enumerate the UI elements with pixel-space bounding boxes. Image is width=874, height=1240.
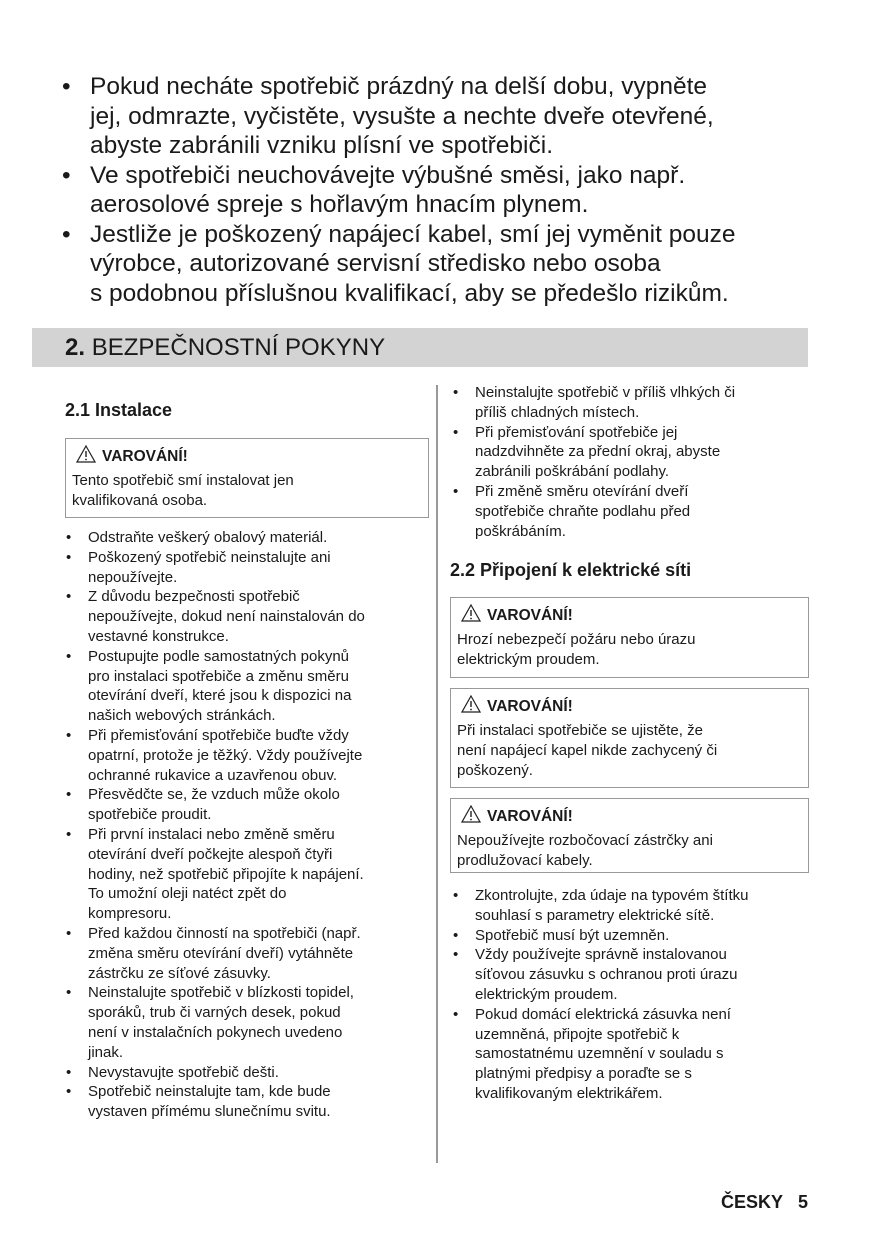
list-item-line: Neinstalujte spotřebič v příliš vlhkých či bbox=[475, 384, 736, 401]
list-item-line: jej, odmrazte, vyčistěte, vysušte a nechte dveře otevřené, bbox=[90, 102, 714, 130]
bullet-icon: • bbox=[62, 161, 71, 189]
list-item-line: změna směru otevírání dveří) vytáhněte bbox=[88, 944, 354, 962]
list-item bbox=[65, 647, 435, 726]
list-item-line: našich webových stránkách. bbox=[88, 707, 276, 725]
list-item bbox=[65, 548, 435, 588]
list-item-line: souhlasí s parametry elektrické sítě. bbox=[475, 906, 715, 924]
list-item bbox=[62, 220, 736, 309]
subsection-title-electrical: 2.2 Připojení k elektrické síti bbox=[450, 560, 692, 580]
list-item-line: jinak. bbox=[88, 1043, 124, 1061]
list-item-line: kvalifikovaným elektrikářem. bbox=[475, 1084, 663, 1102]
warning-label: VAROVÁNÍ! bbox=[102, 448, 188, 466]
list-item bbox=[65, 983, 435, 1062]
list-item bbox=[62, 72, 736, 161]
list-item bbox=[452, 945, 812, 1004]
warning-box bbox=[65, 438, 429, 518]
list-item-line: poškrábáním. bbox=[475, 522, 566, 540]
list-item-line: síťovou zásuvku s ochranou proti úrazu bbox=[475, 966, 738, 984]
list-item bbox=[65, 924, 435, 983]
list-item-line: sporáků, trub či varných desek, pokud bbox=[88, 1004, 341, 1022]
intro-bullet-list bbox=[62, 72, 736, 308]
warning-label: VAROVÁNÍ! bbox=[487, 808, 573, 826]
list-item-line: Při první instalaci nebo změně směru bbox=[88, 825, 335, 843]
list-item-line: výrobce, autorizované servisní středisko nebo osoba bbox=[90, 250, 661, 277]
list-item bbox=[62, 161, 736, 220]
section-number: 2. bbox=[65, 334, 86, 361]
column-divider bbox=[436, 385, 438, 1163]
bullet-icon: • bbox=[66, 984, 72, 1002]
list-item-line: zabránili poškrábání podlahy. bbox=[475, 463, 670, 481]
bullet-icon: • bbox=[66, 529, 72, 546]
bullet-icon: • bbox=[453, 946, 459, 964]
list-item-line: Přesvědčte se, že vzduch může okolo bbox=[88, 786, 340, 804]
list-item-line: Při změně směru otevírání dveří bbox=[475, 482, 689, 500]
list-item-line: kompresoru. bbox=[88, 905, 172, 923]
list-item bbox=[452, 423, 812, 482]
list-item-line: není v instalačních pokynech uvedeno bbox=[88, 1023, 343, 1041]
list-item-line: Před každou činností na spotřebiči (např. bbox=[88, 924, 361, 942]
bullet-icon: • bbox=[66, 548, 72, 566]
list-item-line: aerosolové spreje s hořlavým hnacím plynem. bbox=[90, 191, 589, 218]
warning-text-line: Nepoužívejte rozbočovací zástrčky ani bbox=[457, 832, 713, 849]
bullet-icon: • bbox=[453, 384, 459, 401]
list-item bbox=[452, 482, 812, 541]
section-title-text: BEZPEČNOSTNÍ POKYNY bbox=[91, 334, 386, 361]
list-item-line: Postupujte podle samostatných pokynů bbox=[88, 647, 349, 665]
list-item-line: Odstraňte veškerý obalový materiál. bbox=[88, 529, 328, 546]
bullet-icon: • bbox=[66, 647, 72, 665]
list-item-line: otevírání dveří počkejte alespoň čtyři bbox=[88, 845, 333, 863]
warning-text-line: elektrickým proudem. bbox=[457, 650, 600, 668]
bullet-icon: • bbox=[62, 73, 71, 100]
list-item-line: Ve spotřebiči neuchovávejte výbušné směsi, jako např. bbox=[90, 161, 686, 189]
list-item-line: To umožní oleji natéct zpět do bbox=[88, 885, 287, 903]
warning-text-line: prodlužovací kabely. bbox=[457, 851, 593, 869]
warning-text-line: Tento spotřebič smí instalovat jen bbox=[72, 472, 294, 489]
list-item bbox=[65, 1082, 435, 1122]
list-item-line: Neinstalujte spotřebič v blízkosti topidel, bbox=[88, 984, 354, 1002]
bullet-icon: • bbox=[453, 482, 459, 500]
bullet-icon: • bbox=[453, 887, 459, 904]
list-item-line: elektrickým proudem. bbox=[475, 985, 618, 1003]
bullet-icon: • bbox=[66, 924, 72, 942]
warning-text-line: poškozený. bbox=[457, 761, 533, 779]
warning-header bbox=[457, 602, 802, 630]
list-item-line: spotřebiče proudit. bbox=[88, 806, 212, 824]
list-item-line: uzemněná, připojte spotřebič k bbox=[475, 1025, 680, 1043]
installation-bullet-list-continued bbox=[452, 383, 812, 541]
installation-bullet-list bbox=[65, 528, 435, 1122]
bullet-icon: • bbox=[66, 726, 72, 744]
warning-text-line: není napájecí kapel nikde zachycený či bbox=[457, 741, 718, 759]
bullet-icon: • bbox=[453, 423, 459, 441]
list-item-line: Jestliže je poškozený napájecí kabel, smí jej vyměnit pouze bbox=[90, 220, 736, 248]
list-item bbox=[65, 785, 435, 825]
list-item-line: Zkontrolujte, zda údaje na typovém štítku bbox=[475, 887, 749, 904]
bullet-icon: • bbox=[66, 1063, 72, 1081]
list-item-line: Pokud domácí elektrická zásuvka není bbox=[475, 1005, 731, 1023]
list-item-line: ochranné rukavice a uzavřenou obuv. bbox=[88, 766, 338, 784]
list-item-line: s podobnou příslušnou kvalifikací, aby se předešlo rizikům. bbox=[90, 279, 729, 307]
bullet-icon: • bbox=[66, 786, 72, 804]
list-item-line: pro instalaci spotřebiče a změnu směru bbox=[88, 667, 349, 685]
bullet-icon: • bbox=[66, 825, 72, 843]
list-item-line: nepoužívejte, dokud není nainstalován do bbox=[88, 608, 365, 626]
warning-text-line: Hrozí nebezpečí požáru nebo úrazu bbox=[457, 631, 696, 648]
section-title bbox=[65, 334, 385, 362]
bullet-icon: • bbox=[66, 588, 72, 606]
list-item-line: hodiny, než spotřebič připojíte k napájení. bbox=[88, 865, 364, 883]
list-item bbox=[65, 1063, 435, 1083]
warning-triangle-icon bbox=[461, 805, 481, 829]
list-item bbox=[452, 383, 812, 423]
list-item-line: otevírání dveří, které jsou k dispozici na bbox=[88, 687, 352, 705]
list-item-line: Spotřebič musí být uzemněn. bbox=[475, 926, 670, 944]
warning-header bbox=[457, 803, 802, 831]
warning-triangle-icon bbox=[461, 604, 481, 628]
list-item-line: nepoužívejte. bbox=[88, 568, 178, 586]
page-number: 5 bbox=[797, 1192, 808, 1212]
list-item-line: příliš chladných místech. bbox=[475, 403, 640, 421]
bullet-icon: • bbox=[453, 926, 459, 944]
list-item-line: spotřebiče chraňte podlahu před bbox=[475, 502, 691, 520]
page-footer bbox=[721, 1192, 808, 1213]
warning-label: VAROVÁNÍ! bbox=[487, 698, 573, 716]
warning-triangle-icon bbox=[461, 695, 481, 719]
bullet-icon: • bbox=[62, 220, 71, 248]
list-item bbox=[452, 886, 812, 926]
subsection-title-installation: 2.1 Instalace bbox=[65, 400, 173, 420]
list-item-line: Poškozený spotřebič neinstalujte ani bbox=[88, 548, 331, 566]
list-item-line: Při přemisťování spotřebiče buďte vždy bbox=[88, 726, 349, 744]
list-item-line: Spotřebič neinstalujte tam, kde bude bbox=[88, 1083, 331, 1101]
list-item-line: Pokud necháte spotřebič prázdný na delší dobu, vypněte bbox=[90, 73, 707, 100]
list-item bbox=[65, 587, 435, 646]
list-item-line: Z důvodu bezpečnosti spotřebič bbox=[88, 588, 300, 606]
list-item-line: vystaven přímému slunečnímu svitu. bbox=[88, 1103, 331, 1121]
list-item bbox=[452, 1005, 812, 1104]
warning-header bbox=[457, 693, 802, 721]
footer-language: ČESKY bbox=[720, 1192, 783, 1212]
warning-box bbox=[450, 597, 809, 678]
warning-box bbox=[450, 798, 809, 873]
list-item bbox=[65, 726, 435, 785]
list-item-line: platnými předpisy a poraďte se s bbox=[475, 1065, 692, 1083]
list-item-line: opatrní, protože je těžký. Vždy používejte bbox=[88, 746, 363, 764]
electrical-bullet-list bbox=[452, 886, 812, 1104]
bullet-icon: • bbox=[66, 1083, 72, 1101]
list-item bbox=[65, 528, 435, 548]
list-item-line: Při přemisťování spotřebiče jej bbox=[475, 423, 678, 441]
list-item-line: zástrčku ze síťové zásuvky. bbox=[88, 964, 271, 982]
list-item-line: nadzdvihněte za přední okraj, abyste bbox=[475, 443, 721, 461]
list-item-line: samostatnému uzemnění v souladu s bbox=[475, 1045, 724, 1063]
warning-label: VAROVÁNÍ! bbox=[487, 607, 573, 625]
warning-header bbox=[72, 443, 422, 471]
list-item-line: Nevystavujte spotřebič dešti. bbox=[88, 1063, 279, 1081]
list-item bbox=[65, 825, 435, 924]
bullet-icon: • bbox=[453, 1005, 459, 1023]
warning-triangle-icon bbox=[76, 445, 96, 469]
warning-text-line: kvalifikovaná osoba. bbox=[72, 491, 208, 509]
warning-box bbox=[450, 688, 809, 788]
warning-text-line: Při instalaci spotřebiče se ujistěte, že bbox=[457, 722, 703, 739]
list-item-line: Vždy používejte správně instalovanou bbox=[475, 946, 727, 964]
list-item-line: abyste zabránili vzniku plísní ve spotřebiči. bbox=[90, 132, 553, 159]
list-item bbox=[452, 926, 812, 946]
list-item-line: vestavné konstrukce. bbox=[88, 627, 229, 645]
